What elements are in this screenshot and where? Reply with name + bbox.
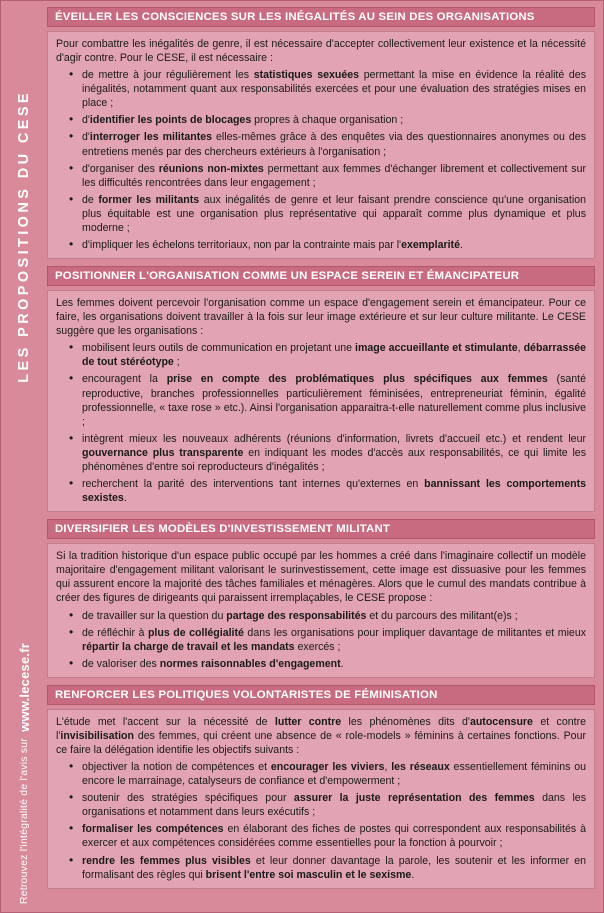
section-bullet-list (56, 609, 586, 671)
rail-title (1, 1, 47, 471)
section-intro: Pour combattre les inégalités de genre, il est nécessaire d'accepter collectivement leur existence et la nécessité d'agir contre. Pour le CESE, il est nécessaire : (56, 38, 586, 65)
bullet-item: • mobilisent leurs outils de communication en projetant une image accueillante et stimulante, débarrassée de tout stéréotype ; (56, 341, 586, 369)
bullet-item: • de mettre à jour régulièrement les statistiques sexuées permettant la mise en évidence la réalité des inégalités, notamment quant aux responsabilités exercées et pour une évaluation des stratégies mises en place ; (56, 68, 586, 110)
section-intro: Les femmes doivent percevoir l'organisation comme un espace d'engagement serein et émancipateur. Pour ce faire, les organisations doivent travailler à la fois sur leur image extérieure et sur leur culture militante. Le CESE suggère que les organisations : (56, 297, 586, 338)
section-heading: ÉVEILLER LES CONSCIENCES SUR LES INÉGALITÉS AU SEIN DES ORGANISATIONS (47, 7, 595, 27)
bullet-item: • de réfléchir à plus de collégialité dans les organisations pour impliquer davantage de militantes et mieux répartir la charge de travail et les mandats exercés ; (56, 626, 586, 654)
left-rail (1, 1, 47, 912)
bullet-item: • objectiver la notion de compétences et encourager les viviers, les réseaux essentiellement féminins ou encore le marrainage, catalyseurs de confiance et d'empowerment ; (56, 760, 586, 788)
bullet-item: • d'organiser des réunions non-mixtes permettant aux femmes d'échanger librement et collectivement sur les difficultés rencontrées dans leur engagement ; (56, 162, 586, 190)
section-heading: RENFORCER LES POLITIQUES VOLONTARISTES DE FÉMINISATION (47, 685, 595, 705)
section-heading: POSITIONNER L'ORGANISATION COMME UN ESPACE SEREIN ET ÉMANCIPATEUR (47, 266, 595, 286)
bullet-item: • de valoriser des normes raisonnables d'engagement. (56, 657, 586, 671)
bullet-item: • rendre les femmes plus visibles et leur donner davantage la parole, les soutenir et les informer en formalisant des règles qui brisent l'entre soi masculin et le sexisme. (56, 854, 586, 882)
section-eveiller (47, 7, 595, 259)
section-body (47, 543, 595, 678)
bullet-item: • d'identifier les points de blocages propres à chaque organisation ; (56, 113, 586, 127)
bullet-item: • intègrent mieux les nouveaux adhérents (réunions d'information, livrets d'accueil etc.) et rendent leur gouvernance plus transparente en indiquant les modes d'accès aux responsabilités, ce qui limite les phénomènes d'entre soi reproducteurs d'inégalités ; (56, 432, 586, 474)
section-diversifier (47, 519, 595, 678)
section-body (47, 709, 595, 889)
section-bullet-list (56, 341, 586, 505)
section-positionner (47, 266, 595, 512)
bullet-item: • d'impliquer les échelons territoriaux, non par la contrainte mais par l'exemplarité. (56, 238, 586, 252)
bullet-item: • recherchent la parité des interventions tant internes qu'externes en bannissant les comportements sexistes. (56, 477, 586, 505)
bullet-item: • de travailler sur la question du partage des responsabilités et du parcours des militant(e)s ; (56, 609, 586, 623)
sections-container (47, 1, 603, 912)
section-body (47, 290, 595, 512)
section-intro: L'étude met l'accent sur la nécessité de lutter contre les phénomènes dits d'autocensure et contre l'invisibilisation des femmes, qui créent une absence de « role-models » féminins à certaines fonctions. Pour ce faire la délégation identifie les objectifs suivants : (56, 715, 586, 756)
bullet-item: • encouragent la prise en compte des problématiques plus spécifiques aux femmes (santé reproductive, branches professionnelles particulièrement féminisées, entrepreneuriat féminin, égalité professionnelle, « taxe rose » etc.). Ainsi l'organisation apparaitra-t-elle naturellement comme plus inclusive ; (56, 372, 586, 428)
rail-note-text: Retrouvez l'intégralité de l'avis sur (18, 737, 30, 904)
section-heading: DIVERSIFIER LES MODÈLES D'INVESTISSEMENT MILITANT (47, 519, 595, 539)
bullet-item: • formaliser les compétences en élaborant des fiches de postes qui correspondent aux responsabilités à exercer et aux compétences considérées comme essentielles pour la fonction à pourvoir ; (56, 822, 586, 850)
section-renforcer (47, 685, 595, 889)
section-bullet-list (56, 68, 586, 252)
rail-url-link[interactable]: www.lecese.fr (16, 643, 32, 732)
section-bullet-list (56, 760, 586, 882)
bullet-item: • de former les militants aux inégalités de genre et leur faisant prendre conscience qu'une organisation plus équitable est une organisation plus représentative qui apparaît comme plus dynamique et plus moderne ; (56, 193, 586, 235)
bullet-item: • d'interroger les militantes elles-mêmes grâce à des enquêtes via des questionnaires anonymes ou des entretiens menés par des chercheurs extérieurs à l'organisation ; (56, 130, 586, 158)
rail-footer (1, 484, 47, 904)
section-intro: Si la tradition historique d'un espace public occupé par les hommes a créé dans l'imaginaire collectif un modèle majoritaire d'engagement militant valorisant le surinvestissement, cette image est dissuasive pour les femmes qui assurent encore la majorité des tâches familiales et ménagères. Alors que le cumul des mandats contribue à créer des figures de dirigeants qui paraissent irremplaçables, le CESE propose : (56, 550, 586, 605)
section-body (47, 31, 595, 259)
bullet-item: • soutenir des stratégies spécifiques pour assurer la juste représentation des femmes dans les organisations et notamment dans leurs exécutifs ; (56, 791, 586, 819)
rail-title-text: LES PROPOSITIONS DU CESE (16, 89, 32, 383)
